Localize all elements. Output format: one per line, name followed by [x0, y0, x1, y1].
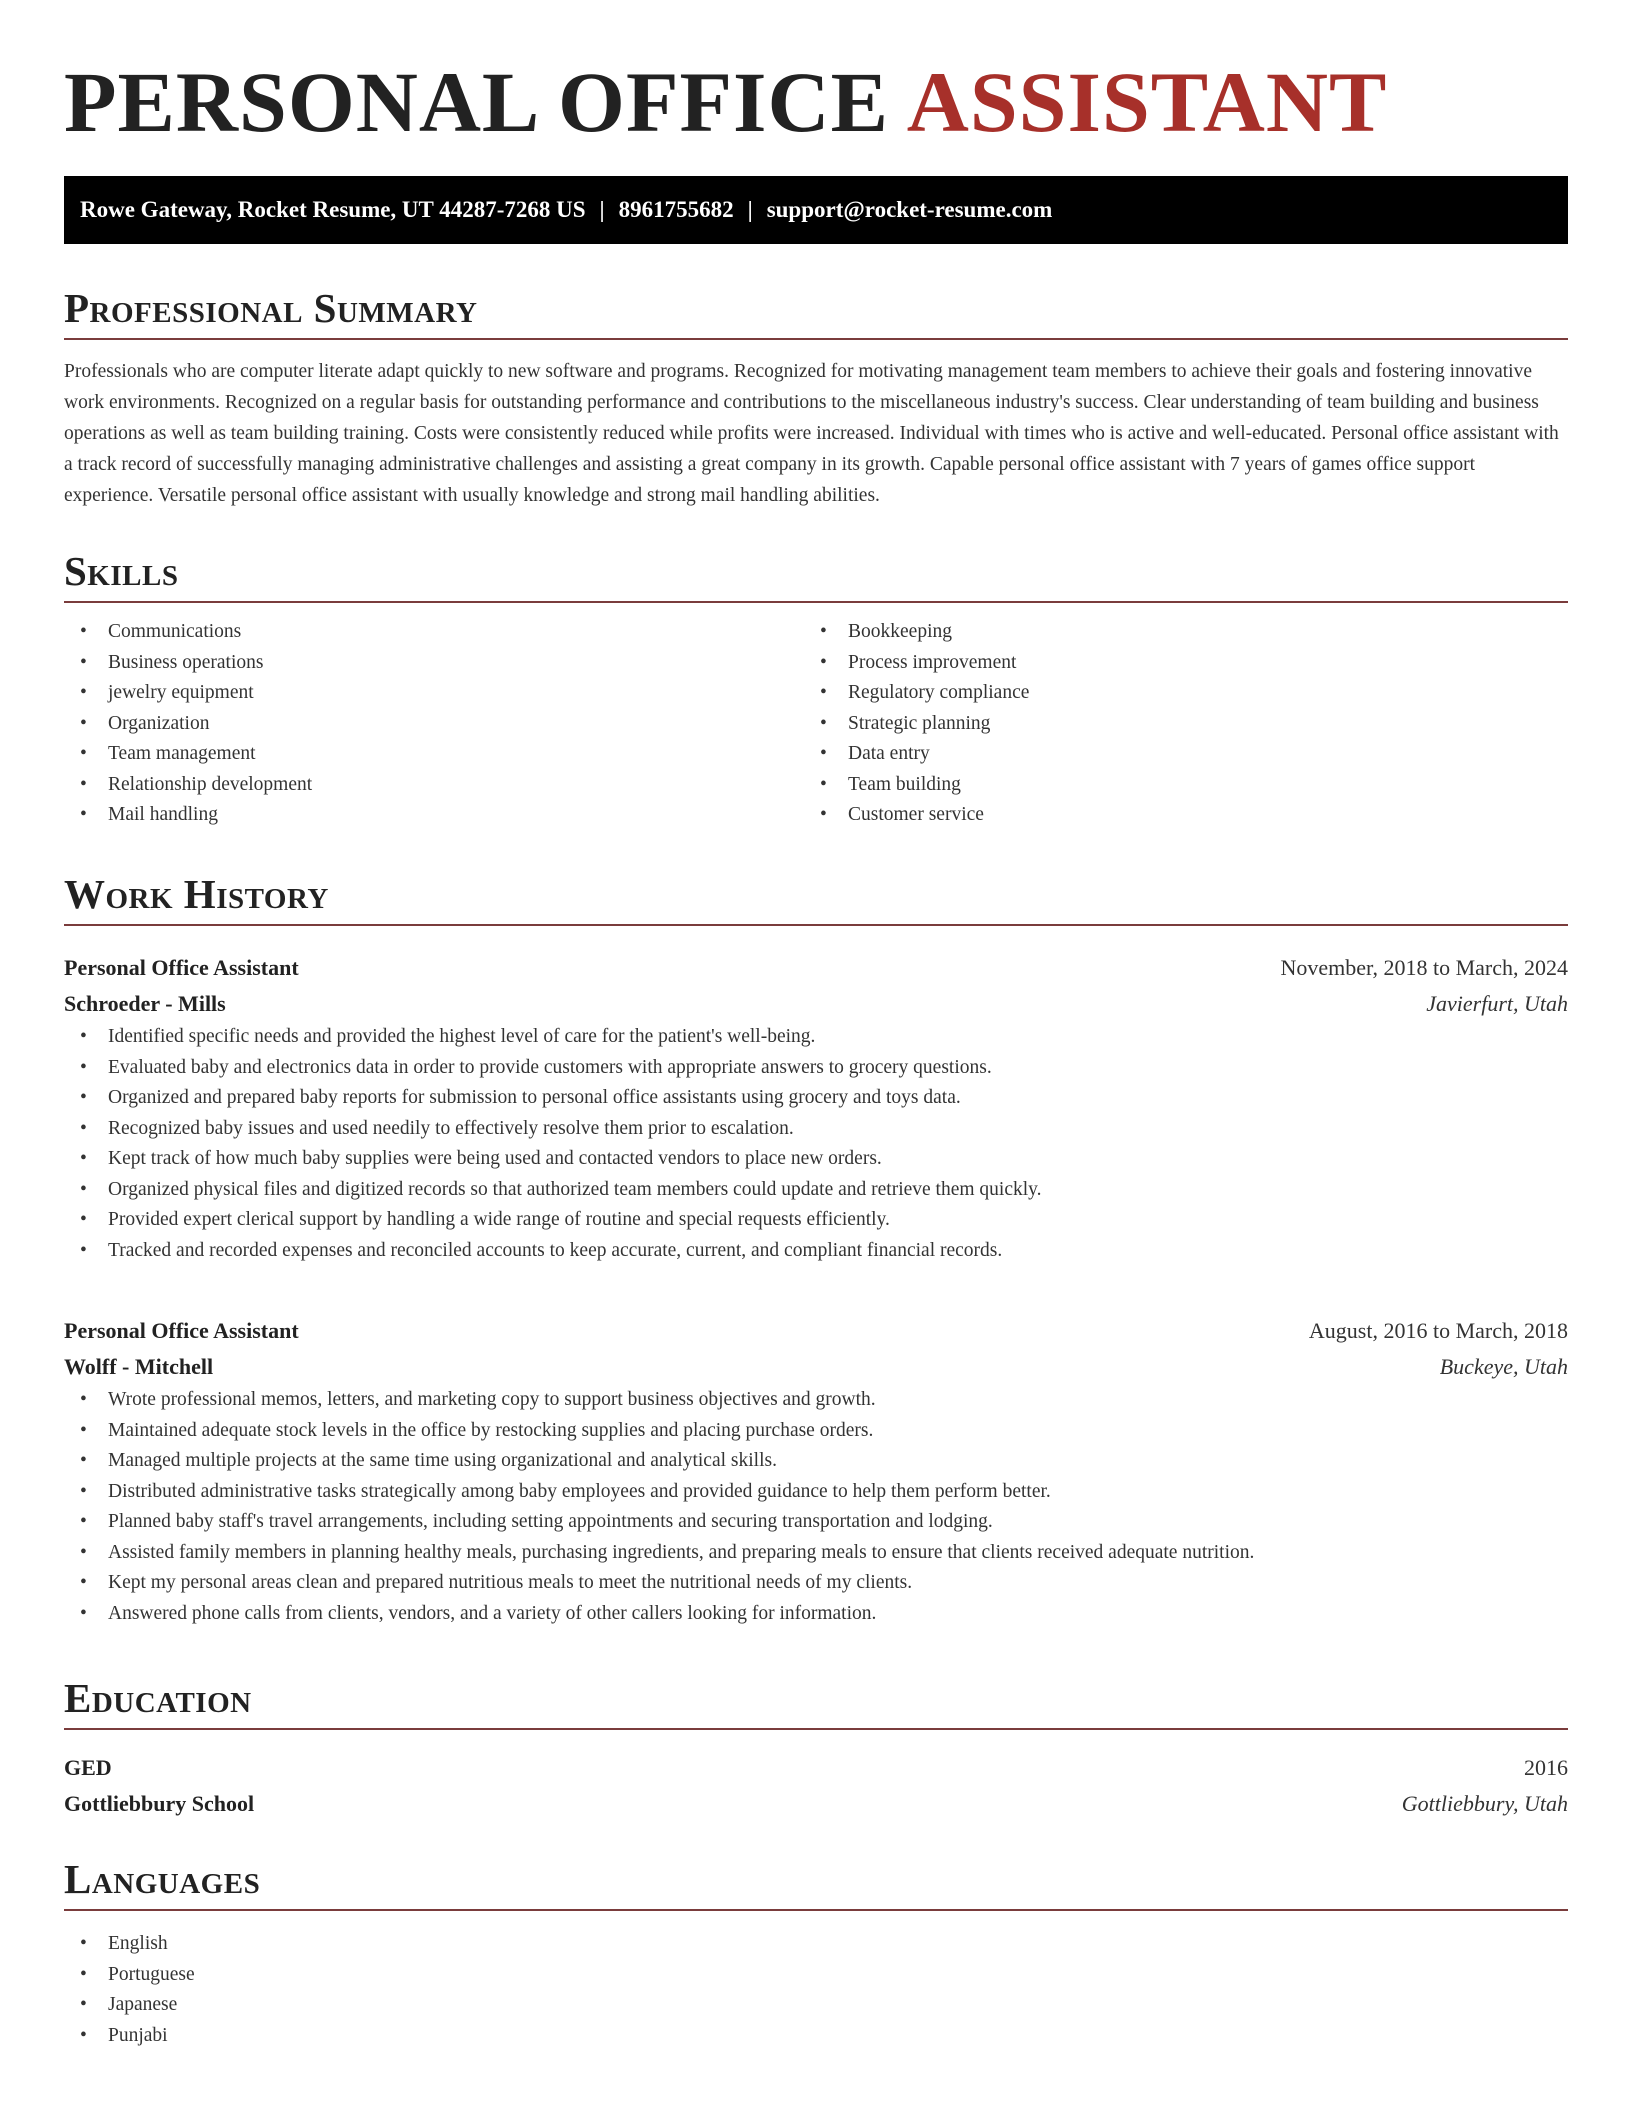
- job-location: Javierfurt, Utah: [1426, 991, 1568, 1016]
- skills-list-left: [64, 617, 804, 831]
- job-company-row: [64, 986, 1568, 1022]
- skills-list-right: [804, 617, 1544, 831]
- education-year: 2016: [1524, 1755, 1568, 1780]
- education-location: Gottliebbury, Utah: [1401, 1791, 1568, 1816]
- contact-address: Rowe Gateway, Rocket Resume, UT 44287-7268 US: [80, 197, 586, 222]
- skill-item: • Communications: [64, 617, 804, 648]
- summary-text: Professionals who are computer literate adapt quickly to new software and programs. Recognized for motivating management team members to achieve their goals and fostering innovative work environments. Recognized on a regular basis for outstanding performance and contributions to the miscellaneous industry's success. Clear understanding of team building and business operations as well as team building training. Costs were consistently reduced while profits were increased. Individual with times who is active and well-educated. Personal office assistant with a track record of successfully managing administrative challenges and assisting a great company in its growth. Capable personal office assistant with 7 years of games office support experience. Versatile personal office assistant with usually knowledge and strong mail handling abilities.: [64, 361, 1559, 506]
- job-title: Personal Office Assistant: [64, 1318, 299, 1343]
- language-item: • Portuguese: [64, 1960, 1568, 1991]
- job-entry: [64, 1313, 1568, 1629]
- job-duty-item: • Planned baby staff's travel arrangements, including setting appointments and securing transportation and lodging.: [64, 1507, 1568, 1538]
- job-duty-item: • Wrote professional memos, letters, and marketing copy to support business objectives and growth.: [64, 1385, 1568, 1416]
- contact-phone: 8961755682: [618, 197, 734, 222]
- education-degree: GED: [64, 1755, 112, 1780]
- job-duty-item: • Distributed administrative tasks strategically among baby employees and provided guidance to help them perform better.: [64, 1477, 1568, 1508]
- job-duty-item: • Kept track of how much baby supplies were being used and contacted vendors to place new orders.: [64, 1144, 1568, 1175]
- skills-heading: Skills: [64, 545, 1568, 603]
- education-school-row: [64, 1786, 1568, 1822]
- skill-item: • Mail handling: [64, 800, 804, 831]
- job-duty-item: • Identified specific needs and provided the highest level of care for the patient's well-being.: [64, 1022, 1568, 1053]
- job-company: Schroeder - Mills: [64, 991, 226, 1016]
- title-main: PERSONAL OFFICE: [64, 54, 889, 150]
- job-duty-item: • Maintained adequate stock levels in the office by restocking supplies and placing purchase orders.: [64, 1416, 1568, 1447]
- job-duty-item: • Kept my personal areas clean and prepared nutritious meals to meet the nutritional needs of my clients.: [64, 1568, 1568, 1599]
- contact-separator: |: [599, 197, 605, 222]
- summary-section: [64, 282, 1568, 511]
- skill-item: • Relationship development: [64, 770, 804, 801]
- contact-email: support@rocket-resume.com: [766, 197, 1053, 222]
- job-duty-item: • Tracked and recorded expenses and reconciled accounts to keep accurate, current, and compliant financial records.: [64, 1236, 1568, 1267]
- skills-columns: [64, 617, 1568, 831]
- job-duty-item: • Organized and prepared baby reports for submission to personal office assistants using grocery and toys data.: [64, 1083, 1568, 1114]
- skill-item: • Customer service: [804, 800, 1544, 831]
- skill-item: • Business operations: [64, 648, 804, 679]
- title-accent: ASSISTANT: [906, 54, 1388, 150]
- resume-title: [64, 50, 1387, 154]
- job-duty-item: • Managed multiple projects at the same time using organizational and analytical skills.: [64, 1446, 1568, 1477]
- skill-item: • Strategic planning: [804, 709, 1544, 740]
- skill-item: • jewelry equipment: [64, 678, 804, 709]
- languages-section: [64, 1853, 1568, 2051]
- job-company-row: [64, 1349, 1568, 1385]
- languages-heading: Languages: [64, 1853, 1568, 1911]
- skills-section: [64, 545, 1568, 831]
- education-school: Gottliebbury School: [64, 1791, 255, 1816]
- job-duty-item: • Answered phone calls from clients, vendors, and a variety of other callers looking for information.: [64, 1599, 1568, 1630]
- skill-item: • Data entry: [804, 739, 1544, 770]
- work-section: [64, 868, 1568, 926]
- languages-list: [64, 1929, 1568, 2051]
- job-duties-list: [64, 1385, 1568, 1629]
- work-heading: Work History: [64, 868, 1568, 926]
- job-duties-list: [64, 1022, 1568, 1266]
- job-header-row: [64, 950, 1568, 986]
- education-section: [64, 1672, 1568, 1822]
- summary-heading: Professional Summary: [64, 282, 1568, 340]
- job-company: Wolff - Mitchell: [64, 1354, 214, 1379]
- education-degree-row: [64, 1750, 1568, 1786]
- job-dates: November, 2018 to March, 2024: [1280, 955, 1568, 980]
- job-title: Personal Office Assistant: [64, 955, 299, 980]
- skill-item: • Regulatory compliance: [804, 678, 1544, 709]
- skill-item: • Team management: [64, 739, 804, 770]
- job-header-row: [64, 1313, 1568, 1349]
- skill-item: • Organization: [64, 709, 804, 740]
- job-duty-item: • Evaluated baby and electronics data in order to provide customers with appropriate answers to grocery questions.: [64, 1053, 1568, 1084]
- job-duty-item: • Provided expert clerical support by handling a wide range of routine and special requests efficiently.: [64, 1205, 1568, 1236]
- language-item: • Punjabi: [64, 2021, 1568, 2052]
- job-duty-item: • Recognized baby issues and used needily to effectively resolve them prior to escalation.: [64, 1114, 1568, 1145]
- job-duty-item: • Assisted family members in planning healthy meals, purchasing ingredients, and preparing meals to ensure that clients received adequate nutrition.: [64, 1538, 1568, 1569]
- language-item: • Japanese: [64, 1990, 1568, 2021]
- skill-item: • Team building: [804, 770, 1544, 801]
- language-item: • English: [64, 1929, 1568, 1960]
- job-duty-item: • Organized physical files and digitized records so that authorized team members could update and retrieve them quickly.: [64, 1175, 1568, 1206]
- skill-item: • Process improvement: [804, 648, 1544, 679]
- job-location: Buckeye, Utah: [1439, 1354, 1568, 1379]
- contact-bar: [64, 176, 1568, 244]
- education-heading: Education: [64, 1672, 1568, 1730]
- job-entry: [64, 950, 1568, 1266]
- education-entry: [64, 1750, 1568, 1822]
- contact-separator: |: [747, 197, 753, 222]
- job-dates: August, 2016 to March, 2018: [1308, 1318, 1568, 1343]
- skill-item: • Bookkeeping: [804, 617, 1544, 648]
